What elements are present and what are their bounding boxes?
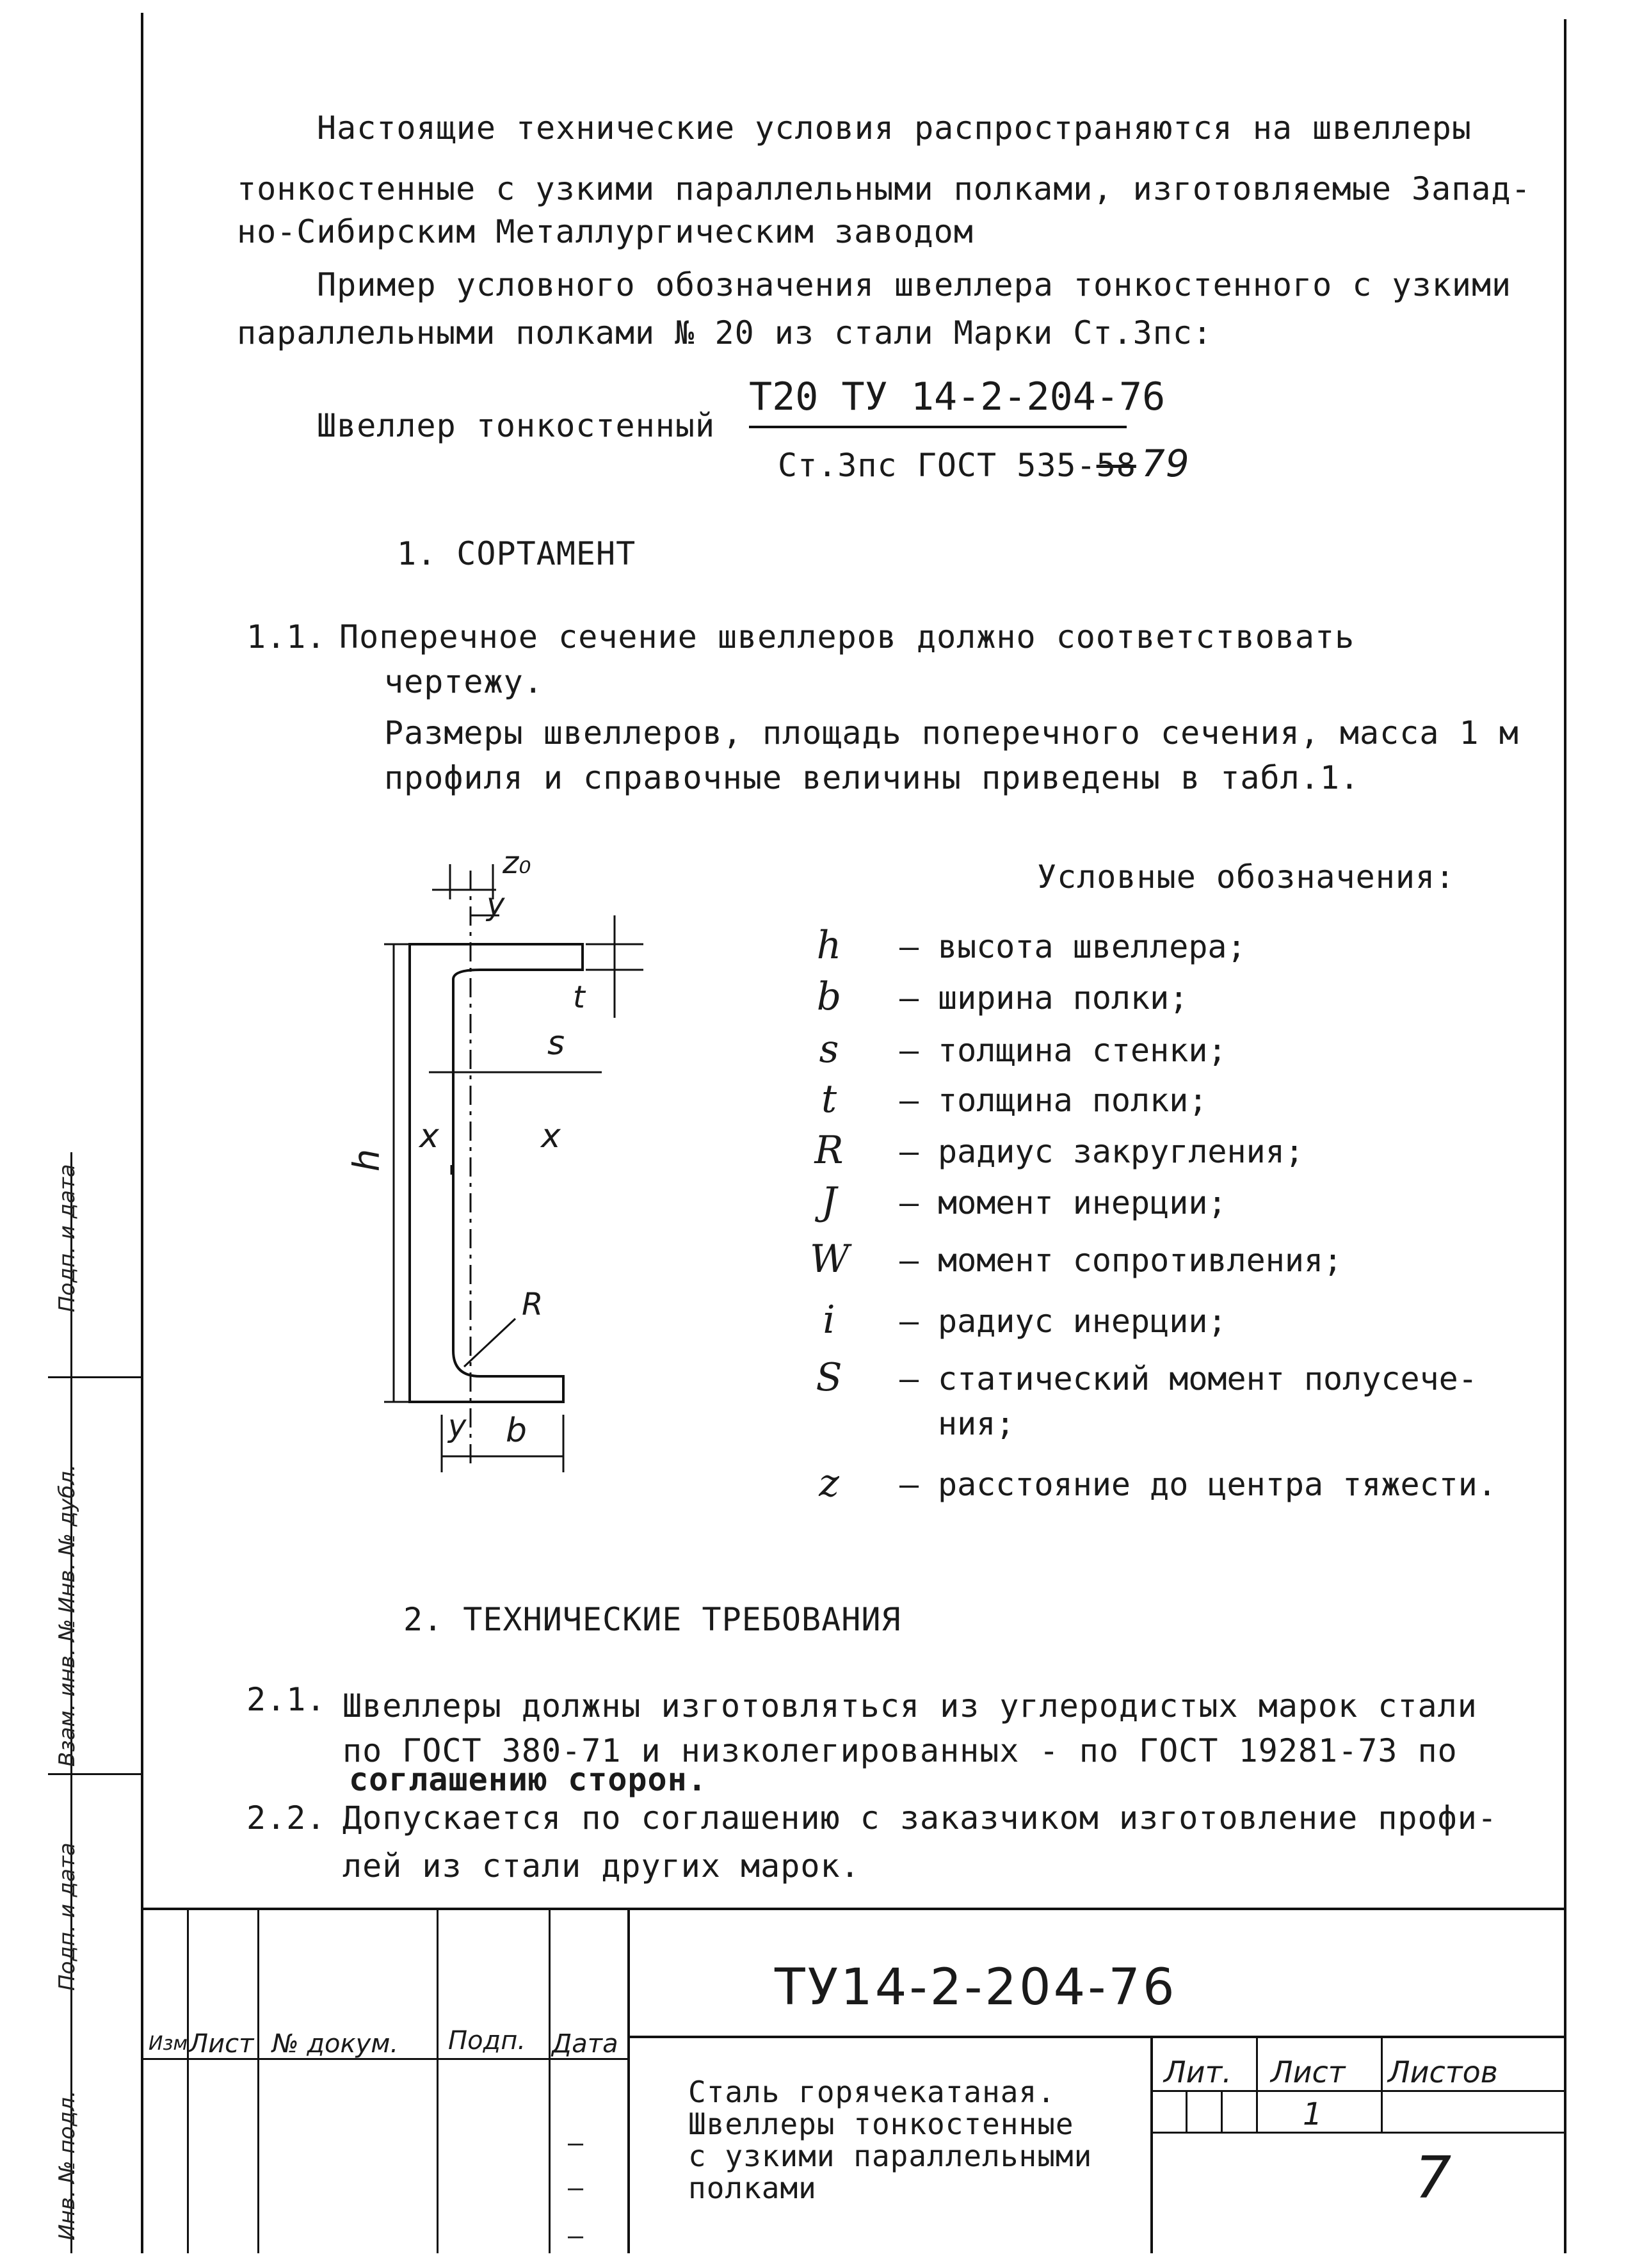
drawing-label-s: s [547,1024,565,1063]
drawing-label-x-left: x [419,1117,439,1155]
section-2-p1-line2: по ГОСТ 380-71 и низколегированных - по ГОСТ 19281-73 по [342,1732,1458,1769]
section-2-p2-num: 2.2. [246,1799,326,1837]
stamp-title-line-2: Швеллеры тонкостенные [688,2107,1074,2141]
section-1-p2-line2: профиля и справочные величины приведены в табл.1. [384,759,1360,796]
side-label-b: Подп. и дата [54,1842,80,1991]
legend-symbol: t [821,1077,837,1122]
stamp-row-line-3 [1150,2090,1565,2092]
drawing-label-z0: z₀ [503,845,531,881]
legend-text: толщина стенки; [938,1032,1227,1069]
intro-line-1: Настоящие технические условия распространяются на швеллеры [317,109,1472,147]
stamp-col-podp: Подп. [448,2026,526,2055]
side-label-c: Взам. инв. № [54,1619,80,1767]
stamp-sheets-label: Листов [1388,2055,1498,2089]
stamp-col-lit-a [1186,2090,1187,2132]
legend-dash: – [899,1133,919,1170]
stamp-col-6 [1150,2036,1153,2253]
legend-dash: – [899,1032,919,1069]
denominator-struck: 58 [1096,447,1136,484]
section-1-title: 1. СОРТАМЕНТ [397,535,636,572]
legend-symbol: s [819,1027,839,1072]
stamp-dash-2: — [568,2173,584,2203]
legend-text: статический момент полусече- [938,1360,1477,1397]
stamp-dash-3: — [568,2221,584,2251]
drawing-label-y-top: y [487,887,505,922]
side-label-d: Инв. № дубл. [54,1464,80,1613]
section-2-p2-line2: лей из стали других марок. [342,1847,860,1885]
legend-symbol: J [821,1179,837,1224]
denominator-hand: 79 [1141,442,1190,485]
section-1-p1-num: 1.1. [246,618,326,655]
legend-text: ния; [938,1405,1015,1442]
denominator-prefix: Ст.3пс ГОСТ 535- [778,447,1097,484]
legend-text: момент сопротивления; [938,1242,1343,1279]
legend-symbol: b [816,974,842,1019]
side-bar-divider-2 [48,1773,143,1775]
section-2-title: 2. ТЕХНИЧЕСКИЕ ТРЕБОВАНИЯ [403,1601,901,1638]
stamp-col-8 [1381,2036,1383,2132]
designation-denominator [778,442,1190,485]
stamp-col-doc: № докум. [272,2029,399,2059]
section-2-p1-num: 2.1. [246,1681,326,1718]
stamp-sheets-value: 7 [1415,2144,1452,2212]
drawing-label-R: R [522,1287,543,1323]
legend-dash: – [899,1303,919,1340]
legend-text: толщина полки; [938,1082,1208,1119]
stamp-col-4 [549,1908,551,2253]
legend-symbol: z [819,1461,839,1506]
legend-dash: – [899,1184,919,1221]
section-1-p2-line1: Размеры швеллеров, площадь поперечного сечения, масса 1 м [384,714,1519,752]
designation-numerator: Т20 ТУ 14-2-204-76 [749,374,1166,419]
legend-dash: – [899,1082,919,1119]
section-1-p1-line2: чертежу. [384,663,543,700]
legend-text: момент инерции; [938,1184,1227,1221]
legend-dash: – [899,1360,919,1397]
legend-text: ширина полки; [938,979,1189,1017]
drawing-label-y-bottom: y [448,1408,467,1444]
stamp-doc-code: ТУ14-2-204-76 [775,1959,1177,2016]
stamp-title-line-3: с узкими параллельными [688,2139,1093,2173]
stamp-col-data: Дата [552,2029,618,2059]
legend-symbol: S [816,1355,842,1400]
legend-symbol: R [814,1128,844,1173]
drawing-label-t: t [573,979,585,1015]
stamp-lit-label: Лит. [1164,2055,1232,2089]
example-line-1: Пример условного обозначения швеллера тонкостенного с узкими [317,266,1512,303]
designation-label: Швеллер тонкостенный [317,407,716,444]
stamp-top-line [142,1908,1565,1910]
stamp-col-3 [437,1908,439,2253]
stamp-col-2 [257,1908,259,2253]
r-leader [464,1319,515,1367]
drawing-label-h: h [346,1148,388,1172]
stamp-col-list: Лист [189,2029,254,2059]
legend-text: радиус инерции; [938,1303,1227,1340]
stamp-dash-1: — [568,2128,584,2158]
section-2-p1-line3: соглашению сторон. [349,1761,707,1798]
stamp-row-line-2 [629,2036,1565,2038]
drawing-label-b: b [506,1411,527,1450]
section-2-p1-line1: Швеллеры должны изготовляться из углеродистых марок стали [342,1687,1477,1725]
stamp-col-izm: Изм [149,2032,188,2055]
legend-dash: – [899,979,919,1017]
legend-dash: – [899,928,919,965]
intro-line-3: но-Сибирским Металлургическим заводом [237,213,974,250]
legend-symbol: i [823,1298,835,1342]
stamp-sheet-value: 1 [1303,2096,1323,2132]
stamp-col-5 [627,1908,630,2253]
stamp-title-line-4: полками [688,2171,817,2205]
legend-symbol: h [816,923,842,968]
channel-outline [410,944,583,1402]
legend-dash: – [899,1466,919,1503]
legend-text: расстояние до центра тяжести. [938,1466,1497,1503]
legend-title: Условные обозначения: [1037,858,1456,896]
stamp-col-lit-b [1221,2090,1223,2132]
legend-symbol: W [810,1237,849,1282]
stamp-col-1 [187,1908,189,2253]
intro-line-2: тонкостенные с узкими параллельными полками, изготовляемые Запад- [237,170,1531,207]
legend-text: радиус закругления; [938,1133,1304,1170]
stamp-sheet-label: Лист [1271,2055,1346,2089]
legend-text: высота швеллера; [938,928,1246,965]
designation-fraction-bar [749,426,1127,428]
side-label-e: Подп. и дата [54,1164,80,1312]
stamp-col-7 [1256,2036,1258,2132]
side-bar-divider-1 [48,1376,143,1378]
section-2-p2-line1: Допускается по соглашению с заказчиком изготовление профи- [342,1799,1497,1837]
side-label-a: Инв. № подл. [54,2090,80,2240]
drawing-label-x-right: x [541,1117,561,1155]
stamp-row-line-4 [1150,2132,1565,2134]
section-1-p1-line1: Поперечное сечение швеллеров должно соответствовать [339,618,1355,655]
stamp-title-line-1: Сталь горячекатаная. [688,2075,1056,2109]
example-line-2: параллельными полками № 20 из стали Марки Ст.3пс: [237,314,1213,351]
legend-dash: – [899,1242,919,1279]
